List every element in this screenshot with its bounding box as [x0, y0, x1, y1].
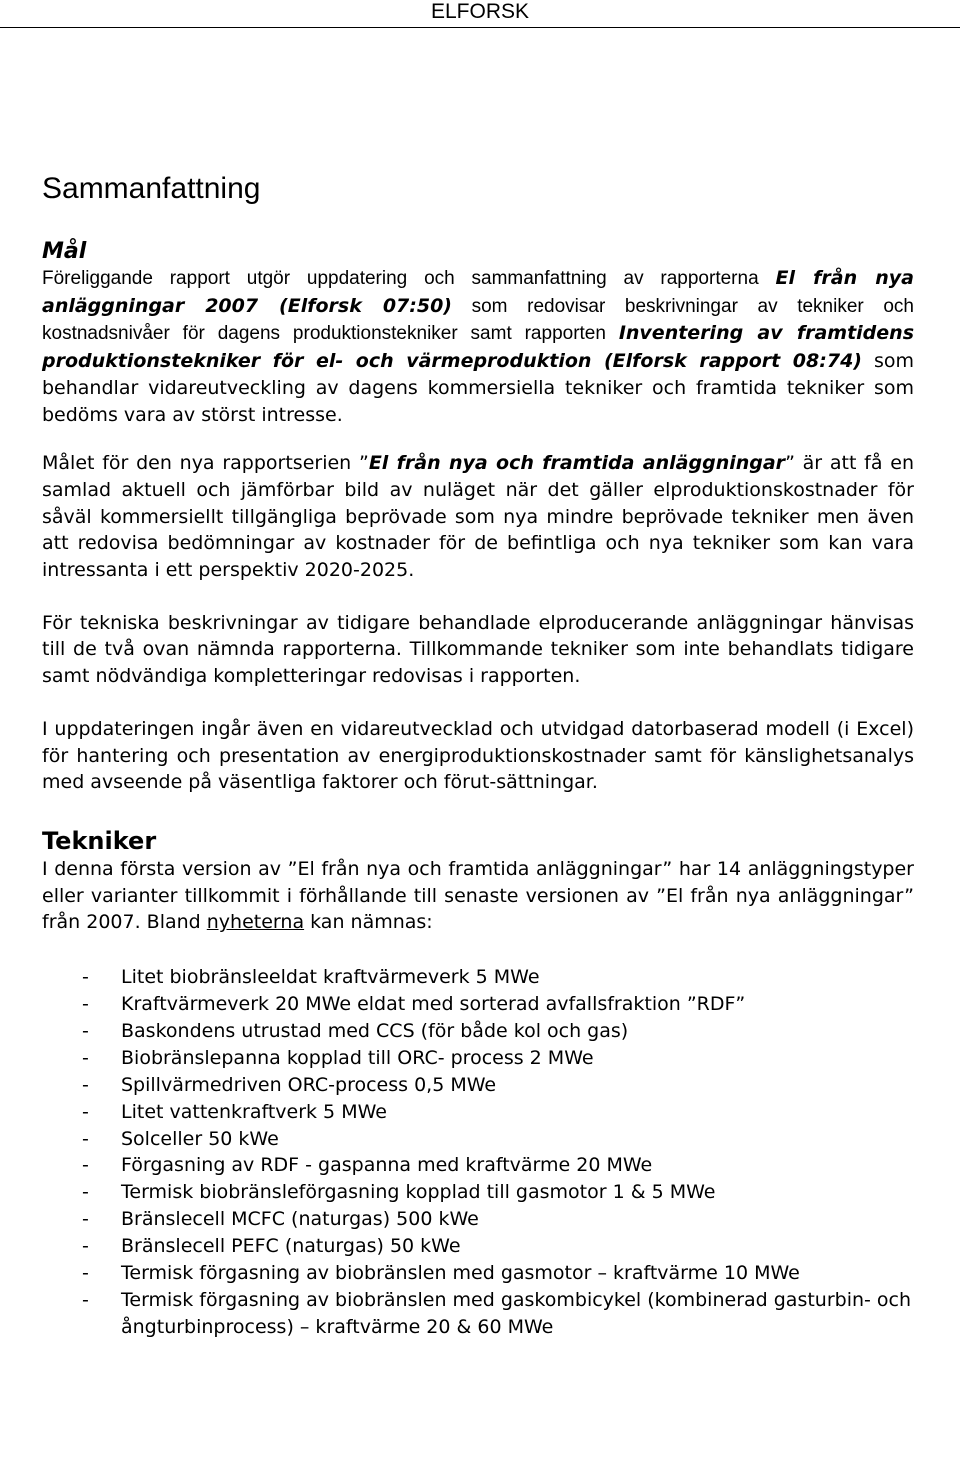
running-header — [0, 0, 960, 28]
paragraph-goal — [42, 450, 914, 584]
document-body — [42, 170, 914, 1341]
paragraph-text: ” är att få en samlad aktuell och jämförbar bild av nuläget när det gäller elproduktionskostnader för såväl kommersiellt tillgängliga beprövade som nya mindre beprövade tekniker men även att redovisa bedömningar av kostnader för de befintliga och nya tekniker som kan vara intressanta i ett perspektiv 2020-2025. — [42, 452, 915, 582]
page-title: Sammanfattning — [42, 172, 261, 205]
list-item: - Bränslecell PEFC (naturgas) 50 kWe — [42, 1233, 914, 1260]
section-heading-tekniker: Tekniker — [42, 826, 157, 855]
underlined-word: nyheterna — [206, 911, 305, 934]
list-item: - Termisk förgasning av biobränslen med gaskombicykel (kombinerad gasturbin- och ångturbinprocess) – kraftvärme 20 & 60 MWe — [42, 1287, 914, 1341]
list-item: - Termisk biobränsleförgasning kopplad till gasmotor 1 & 5 MWe — [42, 1179, 914, 1206]
list-item: - Spillvärmedriven ORC-process 0,5 MWe — [42, 1072, 914, 1099]
list-item: - Förgasning av RDF - gaspanna med kraftvärme 20 MWe — [42, 1152, 914, 1179]
paragraph-references: För tekniska beskrivningar av tidigare behandlade elproducerande anläggningar hänvisas till de två ovan nämnda rapporterna. Tillkommande tekniker som inte behandlats tidigare samt nödvändiga kompletteringar redovisas i rapporten. — [42, 611, 914, 688]
paragraph-tekniker-intro — [42, 856, 914, 936]
section-heading-mal: Mål — [42, 239, 87, 264]
paragraph-text: Målet för den nya rapportserien ” — [42, 452, 369, 475]
header-title: ELFORSK — [430, 0, 530, 23]
paragraph-text: Föreliggande rapport utgör uppdatering och sammanfattning av rapporterna — [42, 268, 776, 289]
list-item: - Litet vattenkraftverk 5 MWe — [42, 1099, 914, 1126]
list-item: - Kraftvärmeverk 20 MWe eldat med sorterad avfallsfraktion ”RDF” — [42, 991, 914, 1018]
report-title-inventering: Inventering av framtidens produktionstekniker för el- och värmeproduktion (Elforsk rapport 08:74) — [42, 322, 915, 373]
paragraph-text: som behandlar vidareutveckling av dagens kommersiella tekniker och framtida tekniker som bedöms vara av störst intresse. — [42, 350, 915, 426]
list-item: - Baskondens utrustad med CCS (för både kol och gas) — [42, 1018, 914, 1045]
list-item: - Biobränslepanna kopplad till ORC- process 2 MWe — [42, 1045, 914, 1072]
list-item: - Litet biobränsleeldat kraftvärmeverk 5 MWe — [42, 964, 914, 991]
report-series-title: El från nya och framtida anläggningar — [368, 452, 786, 475]
list-item: - Bränslecell MCFC (naturgas) 500 kWe — [42, 1206, 914, 1233]
paragraph-intro — [42, 265, 914, 428]
list-item: - Termisk förgasning av biobränslen med gasmotor – kraftvärme 10 MWe — [42, 1260, 914, 1287]
paragraph-model: I uppdateringen ingår även en vidareutvecklad och utvidgad datorbaserad modell (i Excel) för hantering och presentation av energiproduktionskostnader samt för känslighetsanalys med avseende på väsentliga faktorer och förut-sättningar. — [42, 717, 914, 794]
paragraph-text: kan nämnas: — [304, 911, 433, 934]
technology-list — [42, 964, 914, 1341]
paragraph-text: som redovisar beskrivningar av tekniker och kostnadsnivåer för dagens produktionstekniker samt rapporten — [42, 295, 915, 345]
report-title-el-fran-nya: El från nya anläggningar 2007 (Elforsk 07:50) — [42, 267, 914, 317]
list-item: - Solceller 50 kWe — [42, 1126, 914, 1153]
paragraph-text: I denna första version av ”El från nya och framtida anläggningar” har 14 anläggningstyper eller varianter tillkommit i förhållande till senaste versionen av ”El från nya anläggningar” från 2007. Bland — [42, 857, 914, 934]
